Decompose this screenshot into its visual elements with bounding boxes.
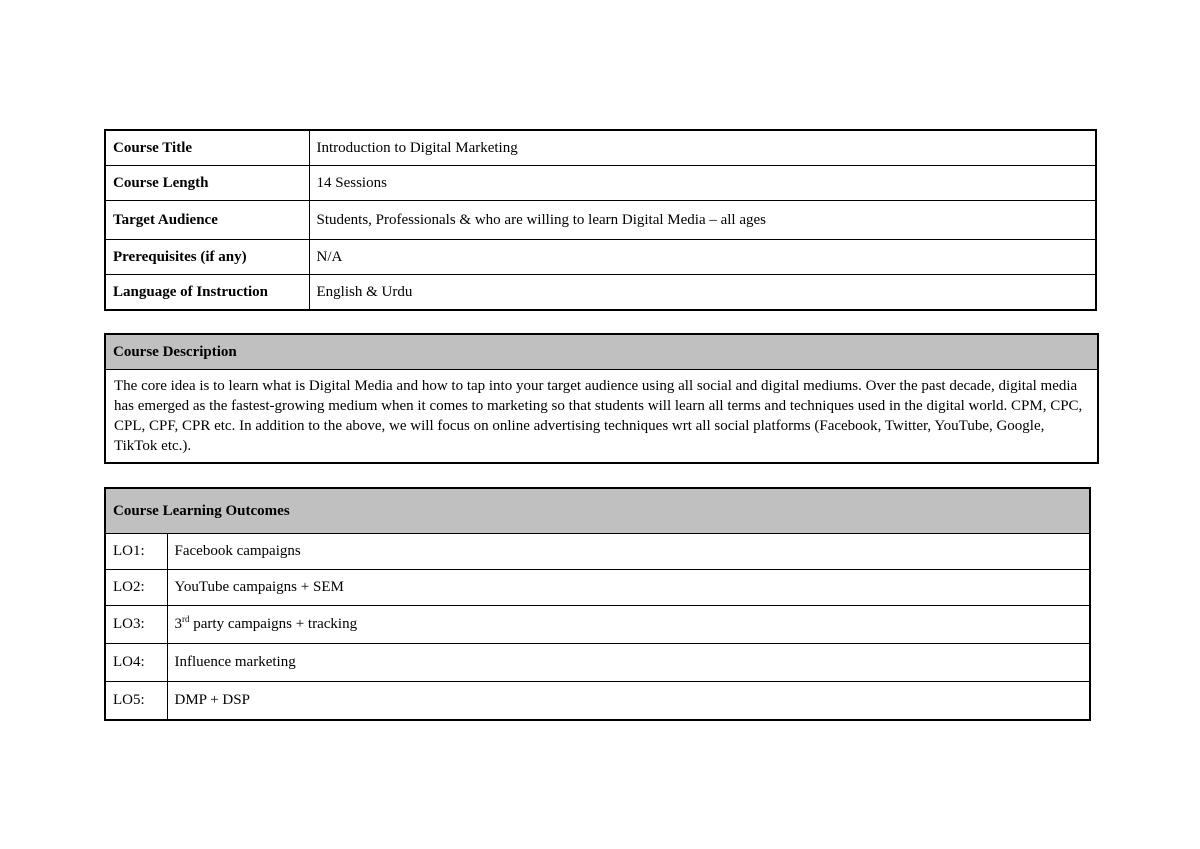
course-description-table bbox=[104, 333, 1099, 464]
outcome-text: YouTube campaigns + SEM bbox=[167, 570, 1090, 606]
outcome-text bbox=[167, 606, 1090, 644]
table-row bbox=[105, 570, 1090, 606]
prerequisites-value: N/A bbox=[309, 240, 1096, 275]
course-title-value: Introduction to Digital Marketing bbox=[309, 130, 1096, 166]
target-audience-value: Students, Professionals & who are willing to learn Digital Media – all ages bbox=[309, 201, 1096, 240]
learning-outcomes-table bbox=[104, 487, 1091, 721]
outcome-text-superscript: rd bbox=[182, 614, 190, 624]
course-description-heading: Course Description bbox=[105, 334, 1098, 370]
table-row bbox=[105, 275, 1096, 311]
language-value: English & Urdu bbox=[309, 275, 1096, 311]
course-length-label: Course Length bbox=[105, 166, 309, 201]
table-row bbox=[105, 334, 1098, 370]
table-row bbox=[105, 201, 1096, 240]
table-row bbox=[105, 606, 1090, 644]
course-length-value: 14 Sessions bbox=[309, 166, 1096, 201]
outcome-text: DMP + DSP bbox=[167, 682, 1090, 721]
outcome-code: LO5: bbox=[105, 682, 167, 721]
outcome-code: LO3: bbox=[105, 606, 167, 644]
prerequisites-label: Prerequisites (if any) bbox=[105, 240, 309, 275]
outcome-text: Facebook campaigns bbox=[167, 534, 1090, 570]
outcome-text: Influence marketing bbox=[167, 644, 1090, 682]
table-row bbox=[105, 130, 1096, 166]
course-title-label: Course Title bbox=[105, 130, 309, 166]
table-row bbox=[105, 534, 1090, 570]
learning-outcomes-heading: Course Learning Outcomes bbox=[105, 488, 1090, 534]
outcome-code: LO1: bbox=[105, 534, 167, 570]
table-row bbox=[105, 370, 1098, 464]
outcome-text-prefix: 3 bbox=[174, 616, 182, 632]
outcome-code: LO4: bbox=[105, 644, 167, 682]
table-row bbox=[105, 644, 1090, 682]
outcome-code: LO2: bbox=[105, 570, 167, 606]
course-info-table bbox=[104, 129, 1097, 311]
language-label: Language of Instruction bbox=[105, 275, 309, 311]
table-row bbox=[105, 240, 1096, 275]
table-row bbox=[105, 166, 1096, 201]
target-audience-label: Target Audience bbox=[105, 201, 309, 240]
course-description-text: The core idea is to learn what is Digital Media and how to tap into your target audience using all social and digital mediums. Over the past decade, digital media has emerged as the fastest-growing medium when it comes to marketing so that students will learn all terms and techniques used in the digital world. CPM, CPC, CPL, CPF, CPR etc. In addition to the above, we will focus on online advertising techniques wrt all social platforms (Facebook, Twitter, YouTube, Google, TikTok etc.). bbox=[105, 370, 1098, 464]
table-row bbox=[105, 488, 1090, 534]
table-row bbox=[105, 682, 1090, 721]
outcome-text-suffix: party campaigns + tracking bbox=[189, 616, 358, 632]
